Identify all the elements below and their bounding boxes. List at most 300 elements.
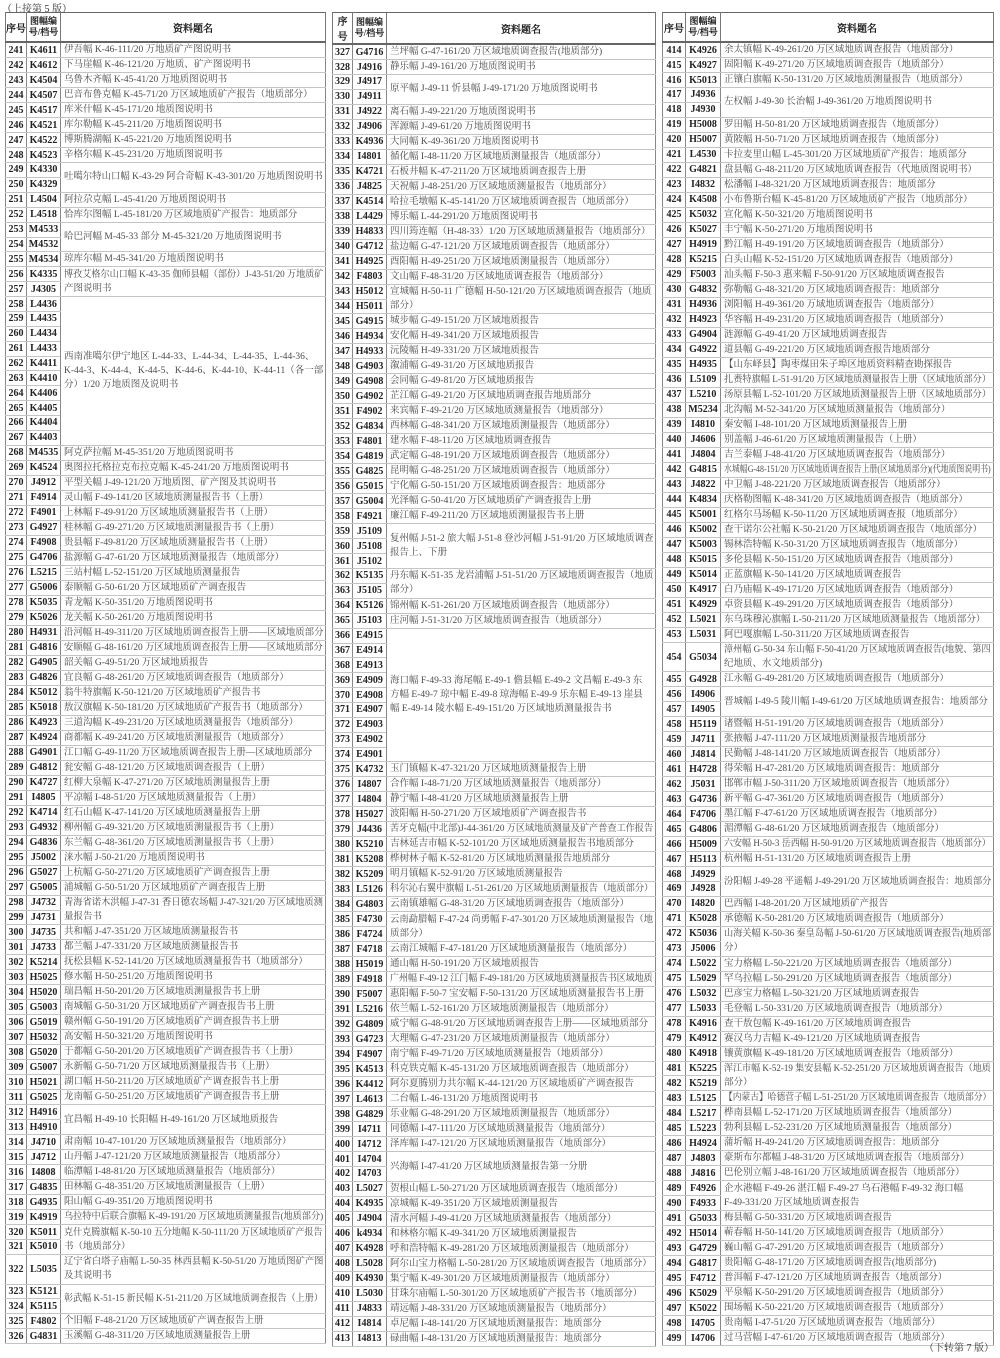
- sheet-code: K4517: [27, 103, 61, 118]
- seq-number: 446: [663, 522, 686, 537]
- table-row: [663, 1091, 994, 1106]
- table-row: [663, 956, 994, 971]
- title-line: 江永幅 G-49-281/20 万区域地质调查报告（地质部分）: [724, 674, 949, 685]
- title-line: 漳州幅 G-50-34 东山幅 F-50-41/20 万区域地质调查报告(地貌、第四: [724, 645, 991, 656]
- table-row: [6, 610, 326, 625]
- table-row: [333, 628, 656, 643]
- document-title: [721, 1001, 994, 1016]
- sheet-code: G5020: [27, 1045, 61, 1060]
- sheet-code: G4826: [27, 670, 61, 685]
- sheet-code: H4833: [353, 224, 387, 239]
- title-line: 宣城幅 H-50-11 广德幅 H-50-121/20 万区域地质调查报告（地质: [390, 287, 652, 298]
- table-row: [6, 580, 326, 595]
- sheet-code: H4916: [27, 1105, 61, 1120]
- table-row: [333, 1092, 656, 1107]
- header-seq: 序号: [663, 13, 686, 43]
- table-row: [333, 494, 656, 509]
- seq-number: 414: [663, 42, 686, 58]
- sheet-code: G4817: [686, 1256, 721, 1271]
- table-row: [333, 912, 656, 927]
- document-title: [387, 807, 656, 822]
- title-line: 巴音布鲁克幅 K-45-71/20 万区域地质矿产报告（地质部分）: [64, 90, 313, 100]
- sheet-code: K4721: [353, 164, 387, 179]
- document-title: [721, 717, 994, 732]
- title-line: 赣州幅 G-50-191/20 万区域地质矿产调查报告书上册: [64, 1017, 280, 1028]
- sheet-code: H4910: [27, 1120, 61, 1135]
- seq-number: 286: [6, 715, 27, 730]
- seq-number: 379: [333, 822, 353, 837]
- table-row: [663, 1046, 994, 1061]
- seq-number: 244: [6, 88, 27, 103]
- document-title: [387, 374, 656, 389]
- sheet-code: L5030: [353, 1286, 387, 1301]
- sheet-code: H4924: [686, 1136, 721, 1151]
- seq-number: 419: [663, 117, 686, 132]
- seq-number: 473: [663, 941, 686, 956]
- title-line: 【山东峄县】陶枣煤田朱子埠区地质资料精查勘探报告: [724, 359, 953, 370]
- seq-number: 415: [663, 58, 686, 73]
- sheet-code: J5102: [353, 554, 387, 569]
- table-row: [333, 1002, 656, 1017]
- document-title: [61, 550, 326, 565]
- title-line: 书（地质部分）: [64, 1241, 131, 1252]
- table-row: [6, 118, 326, 133]
- title-line: 博斯腾湖幅 K-45-221/20 万地质图说明书: [64, 135, 232, 145]
- title-line: 得荣幅 H-47-281/20 万区域地质调查报告：地质部分: [724, 764, 940, 775]
- table-row: [333, 149, 656, 164]
- seq-number: 272: [6, 505, 27, 520]
- sheet-code: I4814: [353, 1316, 387, 1331]
- title-line: 卡拉麦里山幅 L-45-301/20 万区域地质矿产报告：地质部分: [724, 149, 967, 160]
- table-row: [333, 852, 656, 867]
- sheet-code: G4904: [686, 327, 721, 342]
- seq-number: 461: [663, 762, 686, 777]
- seq-number: 359: [333, 524, 353, 539]
- title-line: 罕乌拉幅 L-50-291/20 万区域地质调查报告（地质部分）: [724, 973, 958, 984]
- document-title: [721, 552, 994, 567]
- seq-number: 338: [333, 209, 353, 224]
- document-title: [61, 700, 326, 715]
- table-row: [333, 972, 656, 987]
- document-title: [387, 1092, 656, 1107]
- sheet-code: G4706: [27, 550, 61, 565]
- document-title: [721, 926, 994, 956]
- table-row: [333, 239, 656, 254]
- table-row: [333, 269, 656, 284]
- document-title: [61, 163, 326, 193]
- table-row: [663, 867, 994, 882]
- document-title: [721, 1166, 994, 1181]
- sheet-code: K4929: [686, 597, 721, 612]
- seq-number: 282: [6, 655, 27, 670]
- sheet-code: J4711: [686, 732, 721, 747]
- seq-number: 271: [6, 490, 27, 505]
- seq-number: 378: [333, 807, 353, 822]
- title-line: 平泉幅 K-50-291/20 万区域地质调查报告（地质部分）: [724, 1288, 949, 1299]
- title-line: 凉城幅 K-49-351/20 万区域地质测量报告: [390, 1198, 558, 1209]
- sheet-code: L5210: [686, 387, 721, 402]
- document-title: [387, 509, 656, 524]
- title-line: 威宁幅 G-48-91/20 万区域地质调查报告上册——区域地质部分: [390, 1019, 649, 1030]
- document-title: [721, 522, 994, 537]
- sheet-code: J4917: [353, 75, 387, 90]
- table-row: [663, 1166, 994, 1181]
- title-line: 张掖幅 J-47-111/20 万区域地质测量报告地质部分: [724, 734, 926, 745]
- document-title: [721, 537, 994, 552]
- title-line: 吉兰泰幅 J-48-41/20 万区域地质调查报告（地质部分）: [724, 449, 951, 460]
- sheet-code: J5002: [27, 850, 61, 865]
- document-title: [61, 955, 326, 970]
- title-line: 合作幅 I-48-71/20 万区域地质测量报告（地质部分）: [390, 779, 607, 790]
- table-row: [663, 986, 994, 1001]
- sheet-code: J4735: [27, 925, 61, 940]
- sheet-code: L5223: [686, 1121, 721, 1136]
- seq-number: 367: [333, 643, 353, 658]
- seq-number: 245: [6, 103, 27, 118]
- catalog-table-middle: [332, 12, 656, 1347]
- document-title: [721, 192, 994, 207]
- table-row: [333, 374, 656, 389]
- table-row: [6, 775, 326, 790]
- table-row: [663, 417, 994, 432]
- document-title: [387, 613, 656, 628]
- table-row: [6, 1150, 326, 1165]
- seq-number: 321: [6, 1240, 27, 1255]
- seq-number: 260: [6, 326, 27, 341]
- title-line: F-49-331/20 万区域地质调查报告: [724, 1197, 860, 1208]
- document-title: [387, 1152, 656, 1182]
- document-title: [61, 805, 326, 820]
- document-title: [61, 1329, 326, 1344]
- seq-number: 255: [6, 252, 27, 267]
- table-row: [663, 582, 994, 597]
- table-row: [333, 164, 656, 179]
- table-row: [333, 897, 656, 912]
- table-row: [333, 449, 656, 464]
- sheet-code: K4926: [686, 42, 721, 58]
- document-title: [61, 192, 326, 207]
- document-title: [387, 314, 656, 329]
- title-line: 庆格勒图幅 K-48-341/20 万区域地质调查报告（地质部分）: [724, 494, 968, 505]
- document-title: [61, 865, 326, 880]
- table-row: [333, 314, 656, 329]
- seq-number: 456: [663, 687, 686, 702]
- document-title: [387, 1316, 656, 1331]
- seq-number: 361: [333, 554, 353, 569]
- seq-number: 353: [333, 434, 353, 449]
- seq-number: 333: [333, 134, 353, 149]
- document-title: [721, 1226, 994, 1241]
- sheet-code: J4710: [27, 1135, 61, 1150]
- sheet-code: F4901: [27, 505, 61, 520]
- document-title: [721, 672, 994, 687]
- document-title: [387, 119, 656, 134]
- seq-number: 376: [333, 777, 353, 792]
- title-line: 共和幅 J-47-351/20 万区域地质测量报告书: [64, 927, 239, 938]
- title-line: 正镶白旗幅 K-50-131/20 万区域地质测量报告（地质部分）: [724, 75, 968, 85]
- title-line: 商都幅 K-49-241/20 万区域地质测量报告（地质部分）: [64, 732, 289, 743]
- table-row: [663, 402, 994, 417]
- table-row: [663, 672, 994, 687]
- title-line: 四川筠连幅（H-48-33）1/20 万区域地质测量报告（地质部分）: [390, 226, 651, 237]
- sheet-code: J4606: [686, 432, 721, 447]
- title-line: 【内蒙古】哈德营子幅 L-51-251/20 万区域地质调查报告（地质部分）: [724, 1093, 992, 1104]
- seq-number: 439: [663, 417, 686, 432]
- title-line: 部分）: [724, 1077, 753, 1088]
- sheet-code: J4916: [353, 60, 387, 75]
- title-line: 彰武幅 K-51-15 新民幅 K-51-211/20 万区域地质调查报告（上册）: [64, 1293, 323, 1304]
- document-title: [387, 389, 656, 404]
- table-row: [663, 747, 994, 762]
- document-title: [387, 867, 656, 882]
- seq-number: 365: [333, 613, 353, 628]
- document-title: [721, 986, 994, 1001]
- document-title: [61, 1210, 326, 1225]
- seq-number: 411: [333, 1301, 353, 1316]
- document-title: [721, 417, 994, 432]
- title-line: 北沟幅 M-52-341/20 万区域地质测量报告（地质部分）: [724, 404, 951, 415]
- seq-number: 257: [6, 282, 27, 297]
- document-title: [387, 149, 656, 164]
- table-row: [6, 835, 326, 850]
- document-title: [721, 1151, 994, 1166]
- seq-number: 442: [663, 462, 686, 477]
- table-row: [663, 612, 994, 627]
- document-title: [721, 612, 994, 627]
- sheet-code: G4803: [353, 897, 387, 912]
- table-row: [6, 745, 326, 760]
- table-row: [6, 865, 326, 880]
- sheet-code: H5008: [686, 117, 721, 132]
- document-title: [387, 284, 656, 314]
- sheet-code: H4933: [353, 344, 387, 359]
- sheet-code: G4729: [686, 1241, 721, 1256]
- header-seq: 序号: [6, 13, 27, 43]
- seq-number: 277: [6, 580, 27, 595]
- title-line: 乐业幅 G-48-291/20 万区域地质测量报告（地质部分）: [390, 1109, 615, 1120]
- table-row: [663, 837, 994, 852]
- table-row: [333, 359, 656, 374]
- document-title: [721, 792, 994, 807]
- sheet-code: G4832: [686, 282, 721, 297]
- sheet-code: G4901: [27, 745, 61, 760]
- seq-number: 357: [333, 494, 353, 509]
- document-title: [61, 565, 326, 580]
- sheet-code: K4919: [27, 1210, 61, 1225]
- document-title: [721, 807, 994, 822]
- document-title: [387, 239, 656, 254]
- sheet-code: K5215: [686, 252, 721, 267]
- sheet-code: E4908: [353, 688, 387, 703]
- seq-number: 483: [663, 1091, 686, 1106]
- seq-number: 241: [6, 42, 27, 58]
- seq-number: 388: [333, 957, 353, 972]
- sheet-code: L4436: [27, 297, 61, 312]
- title-line: 桦树林子幅 K-52-81/20 万区域地质测量报告地质部分: [390, 854, 611, 865]
- seq-number: 252: [6, 207, 27, 222]
- seq-number: 444: [663, 492, 686, 507]
- seq-number: 350: [333, 389, 353, 404]
- title-line: 涞水幅 J-50-21/20 万地质图说明书: [64, 852, 205, 863]
- sheet-code: K4917: [686, 582, 721, 597]
- document-title: [721, 237, 994, 252]
- sheet-code: K5035: [27, 595, 61, 610]
- title-line: 恰库尔图幅 L-45-181/20 万区域地质矿产报告：地质部分: [64, 209, 298, 220]
- sheet-code: G4736: [686, 792, 721, 807]
- table-body: [333, 44, 656, 1346]
- title-line: 青海省诺木洪幅 J-47-31 香日德农场幅 J-47-321/20 万区域地质测: [64, 898, 323, 909]
- title-line: K-44-3、K-44-4、K-44-5、K-44-6、K-44-10、K-44-11（各一部: [64, 365, 324, 376]
- title-line: 桦南县幅 L-52-171/20 万区域地质调查报告（地质部分）: [724, 1108, 958, 1119]
- seq-number: 391: [333, 1002, 353, 1017]
- document-title: [387, 419, 656, 434]
- table-row: [6, 850, 326, 865]
- table-row: [663, 552, 994, 567]
- seq-number: 398: [333, 1107, 353, 1122]
- document-title: [387, 762, 656, 777]
- table-row: [6, 460, 326, 475]
- seq-number: 343: [333, 284, 353, 299]
- title-line: 湖口幅 H-50-211/20 万区域地质矿产调查报告书上册: [64, 1077, 279, 1088]
- seq-number: 466: [663, 837, 686, 852]
- seq-number: 317: [6, 1180, 27, 1195]
- document-title: [721, 896, 994, 911]
- seq-number: 438: [663, 402, 686, 417]
- seq-number: 339: [333, 224, 353, 239]
- title-line: 黄陂幅 H-50-71/20 万区域地质调查报告（地质部分）: [724, 134, 945, 145]
- seq-number: 410: [333, 1286, 353, 1301]
- seq-number: 412: [333, 1316, 353, 1331]
- document-title: [721, 971, 994, 986]
- title-line: 锡林浩特幅 K-50-31/20 万区域地质调查报告（地质部分）: [724, 539, 964, 550]
- table-row: [6, 820, 326, 835]
- table-row: [663, 372, 994, 387]
- title-line: 质部分）: [390, 928, 429, 939]
- sheet-code: L5217: [686, 1106, 721, 1121]
- title-line: 阿巴嘎旗幅 L-50-311/20 万区域地质调查报告: [724, 629, 910, 640]
- title-line: 龙南幅 G-50-251/20 万区域地质矿产调查报告书上册: [64, 1092, 280, 1103]
- title-line: 小布鲁斯台幅 K-45-81/20 万区域地质矿产报告（地质部分）: [724, 194, 973, 205]
- seq-number: 310: [6, 1075, 27, 1090]
- document-title: [387, 75, 656, 105]
- document-title: [61, 445, 326, 460]
- document-title: [387, 434, 656, 449]
- sheet-code: K5018: [27, 700, 61, 715]
- title-line: 伊吾幅 K-46-111/20 万地质矿产图说明书: [64, 45, 232, 55]
- seq-number: 434: [663, 342, 686, 357]
- document-title: [387, 628, 656, 762]
- document-title: [721, 1256, 994, 1271]
- title-line: 瑞昌幅 H-50-201/20 万区域地质测量报告书上册: [64, 987, 261, 998]
- document-title: [61, 267, 326, 297]
- document-title: [721, 282, 994, 297]
- seq-number: 474: [663, 956, 686, 971]
- table-row: [6, 940, 326, 955]
- title-line: 及其说明书: [64, 1271, 112, 1282]
- seq-number: 352: [333, 419, 353, 434]
- document-title: [721, 867, 994, 897]
- title-line: 修水幅 H-50-251/20 万地质图说明书: [64, 972, 213, 983]
- document-title: [721, 252, 994, 267]
- seq-number: 484: [663, 1106, 686, 1121]
- seq-number: 427: [663, 237, 686, 252]
- seq-number: 469: [663, 882, 686, 897]
- title-line: 东兰幅 G-48-361/20 万区域地质测量报告书（上册）: [64, 837, 280, 848]
- sheet-code: K4410: [27, 371, 61, 386]
- title-line: 巍山幅 G-47-291/20 万区域地质调查报告（地质部分）: [724, 1243, 949, 1254]
- document-title: [721, 597, 994, 612]
- document-title: [61, 207, 326, 222]
- document-title: [387, 1107, 656, 1122]
- document-title: [387, 269, 656, 284]
- title-line: 云南江城幅 F-47-181/20 万区域地质测量报告（地质部分）: [390, 944, 633, 955]
- document-title: [721, 492, 994, 507]
- sheet-code: G5004: [353, 494, 387, 509]
- seq-number: 362: [333, 569, 353, 584]
- document-title: [721, 642, 994, 672]
- sheet-code: I4711: [353, 1122, 387, 1137]
- sheet-code: K5011: [27, 1225, 61, 1240]
- document-title: [387, 1137, 656, 1152]
- document-title: [721, 327, 994, 342]
- sheet-code: H5012: [353, 284, 387, 299]
- document-title: [387, 1122, 656, 1137]
- table-row: [663, 1031, 994, 1046]
- sheet-code: G4815: [686, 462, 721, 477]
- document-title: [387, 837, 656, 852]
- seq-number: 312: [6, 1105, 27, 1120]
- title-line: 柳州幅 G-49-321/20 万区域地质测量报告书（上册）: [64, 822, 280, 833]
- table-row: [6, 1225, 326, 1240]
- document-title: [721, 267, 994, 282]
- table-row: [6, 1015, 326, 1030]
- title-line: 阿尔山宝力格幅 L-50-281/20 万区域地质调查报告（地质部分）: [390, 1258, 652, 1269]
- document-title: [61, 133, 326, 148]
- sheet-code: G4834: [353, 419, 387, 434]
- table-row: [6, 880, 326, 895]
- sheet-code: K4935: [353, 1196, 387, 1211]
- seq-number: 287: [6, 730, 27, 745]
- table-row: [6, 565, 326, 580]
- title-line: 集宁幅 K-49-301/20 万区域地质测量报告（地质部分）: [390, 1273, 615, 1284]
- title-line: 青龙幅 K-50-351/20 万地质图说明书: [64, 597, 213, 608]
- title-line: 博孜艾格尔山口幅 K-43-35 伽师县幅（部份）J-43-51/20 万地质矿: [64, 269, 324, 280]
- title-line: 廉江幅 F-49-211/20 万区域地质测量报告书上册: [390, 511, 585, 522]
- sheet-code: L5125: [686, 1091, 721, 1106]
- document-title: [61, 475, 326, 490]
- seq-number: 318: [6, 1195, 27, 1210]
- title-line: 临潭幅 I-48-81/20 万区域地质测量报告（地质部分）: [64, 1167, 281, 1178]
- sheet-code: K5013: [686, 73, 721, 88]
- table-row: [6, 955, 326, 970]
- seq-number: 443: [663, 477, 686, 492]
- table-row: [663, 357, 994, 372]
- title-line: 和林格尔幅 K-49-341/20 万区域地质测量报告: [390, 1228, 577, 1239]
- seq-number: 330: [333, 89, 353, 104]
- seq-number: 349: [333, 374, 353, 389]
- table-row: [663, 822, 994, 837]
- sheet-code: G4723: [353, 1032, 387, 1047]
- seq-number: 289: [6, 760, 27, 775]
- seq-number: 366: [333, 628, 353, 643]
- sheet-code: G4935: [27, 1195, 61, 1210]
- sheet-code: I4703: [353, 1167, 387, 1182]
- sheet-code: J4833: [353, 1301, 387, 1316]
- document-title: [387, 569, 656, 599]
- seq-number: 274: [6, 535, 27, 550]
- header-title: 资料题名: [61, 13, 326, 43]
- table-row: [333, 867, 656, 882]
